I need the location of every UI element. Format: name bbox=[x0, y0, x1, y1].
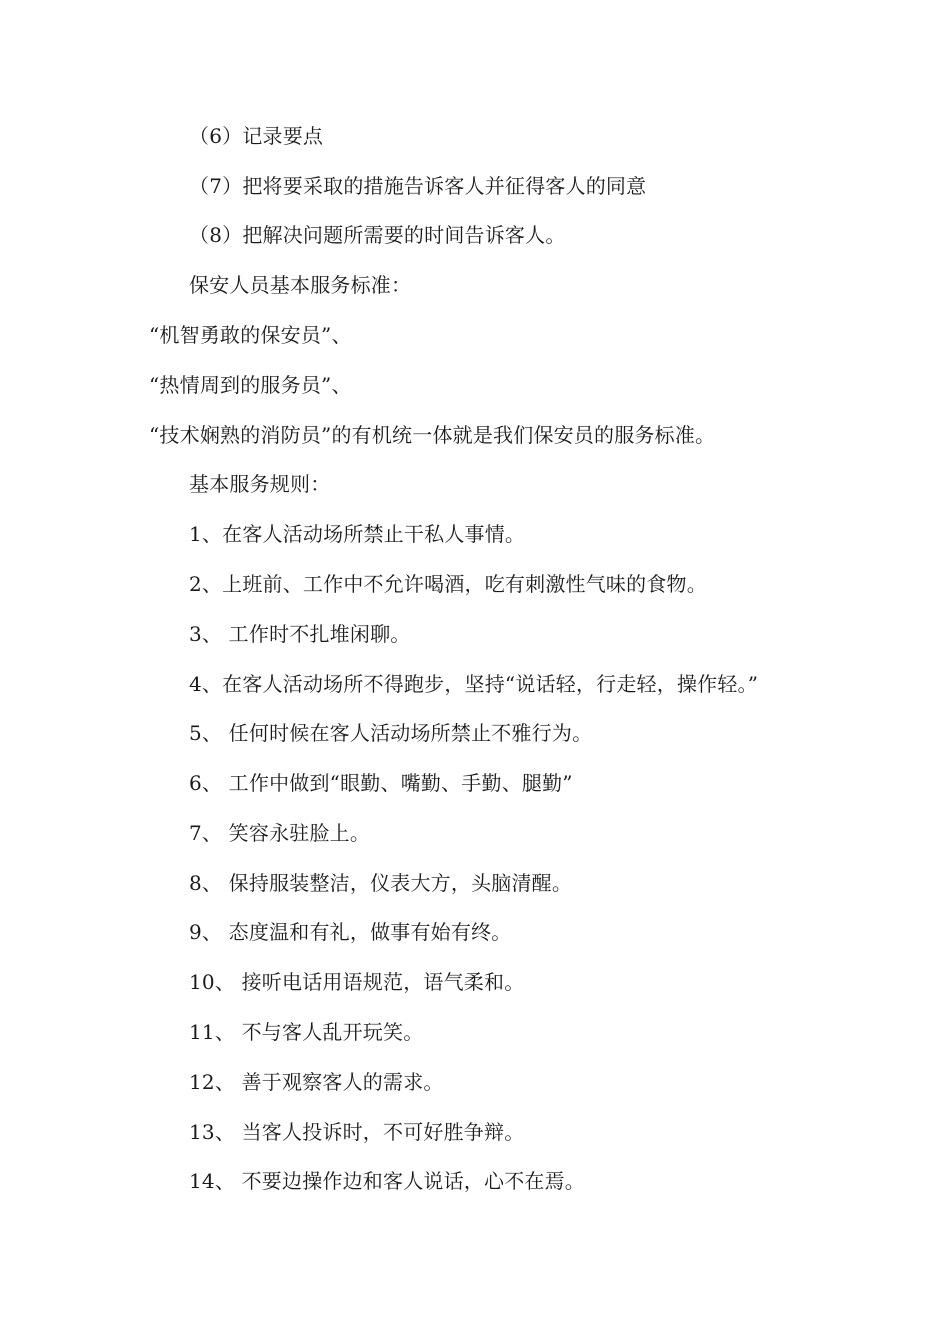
rule-item: 2、上班前、工作中不允许喝酒，吃有刺激性气味的食物。 bbox=[189, 572, 707, 596]
list-item-7: （7）把将要采取的措施告诉客人并征得客人的同意 bbox=[189, 174, 647, 198]
rule-item: 6、 工作中做到“眼勤、嘴勤、手勤、腿勤” bbox=[189, 771, 573, 795]
rule-item: 13、 当客人投诉时，不可好胜争辩。 bbox=[189, 1120, 525, 1144]
rule-item: 5、 任何时候在客人活动场所禁止不雅行为。 bbox=[189, 721, 593, 745]
rule-item: 14、 不要边操作边和客人说话，心不在焉。 bbox=[189, 1169, 586, 1193]
rule-item: 3、 工作时不扎堆闲聊。 bbox=[189, 622, 411, 646]
rule-item: 8、 保持服装整洁，仪表大方，头脑清醒。 bbox=[189, 871, 573, 895]
rule-item: 7、 笑容永驻脸上。 bbox=[189, 821, 371, 845]
standard-line-3: “技术娴熟的消防员”的有机统一体就是我们保安员的服务标准。 bbox=[149, 423, 716, 447]
rule-item: 4、在客人活动场所不得跑步，坚持“说话轻，行走轻，操作轻。” bbox=[189, 672, 759, 696]
rule-item: 10、 接听电话用语规范，语气柔和。 bbox=[189, 970, 525, 994]
rule-item: 9、 态度温和有礼，做事有始有终。 bbox=[189, 920, 512, 944]
rule-item: 12、 善于观察客人的需求。 bbox=[189, 1070, 444, 1094]
section-heading-service-rules: 基本服务规则： bbox=[189, 472, 331, 496]
list-item-6: （6）记录要点 bbox=[189, 124, 324, 148]
list-item-8: （8）把解决问题所需要的时间告诉客人。 bbox=[189, 223, 566, 247]
section-heading-service-standard: 保安人员基本服务标准： bbox=[189, 273, 412, 297]
standard-line-2: “热情周到的服务员”、 bbox=[149, 373, 352, 397]
standard-line-1: “机智勇敢的保安员”、 bbox=[149, 323, 352, 347]
rule-item: 1、在客人活动场所禁止干私人事情。 bbox=[189, 522, 526, 546]
rule-item: 11、 不与客人乱开玩笑。 bbox=[189, 1020, 424, 1044]
